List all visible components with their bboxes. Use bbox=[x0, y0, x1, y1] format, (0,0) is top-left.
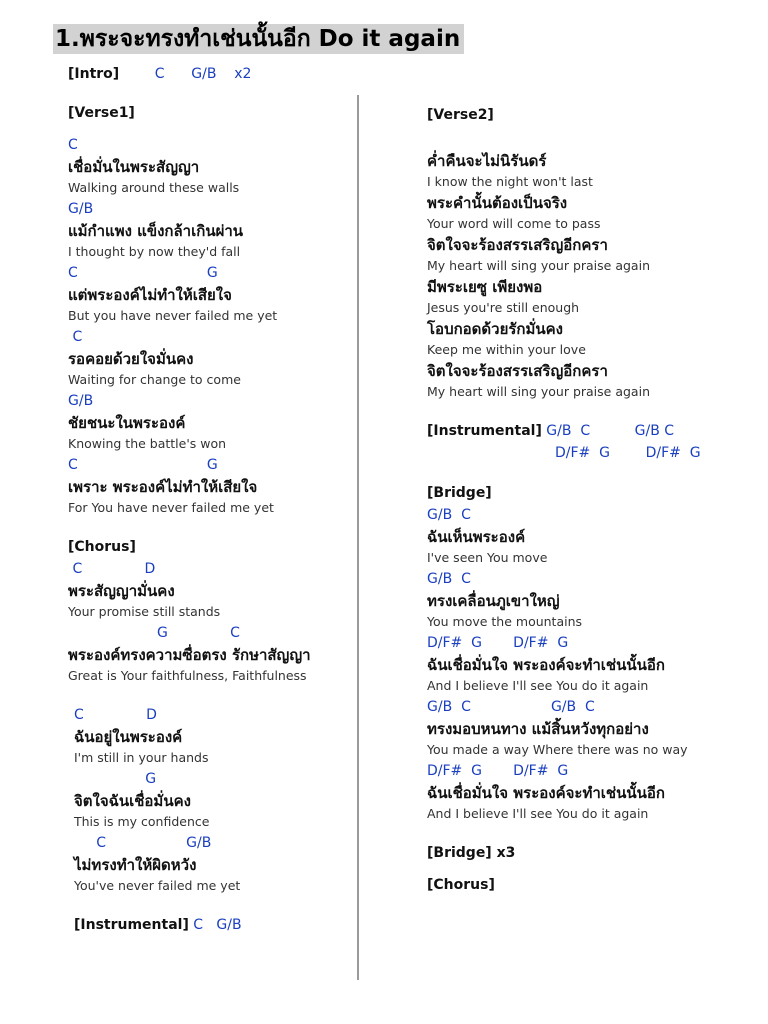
thai-lyric: ฉันอยู่ในพระองค์ bbox=[74, 728, 183, 746]
verse1-line bbox=[68, 134, 350, 198]
chord-line: C bbox=[68, 137, 78, 153]
instrumental-line bbox=[427, 420, 757, 442]
bridge-line bbox=[427, 568, 757, 632]
english-lyric: My heart will sing your praise again bbox=[427, 384, 650, 399]
thai-lyric: จิตใจฉันเชื่อมั่นคง bbox=[74, 792, 191, 810]
chord-line: G/B bbox=[68, 393, 94, 409]
thai-lyric: แต่พระองค์ไม่ทำให้เสียใจ bbox=[68, 286, 232, 304]
instrumental-chords-row2: D/F# G D/F# G bbox=[555, 445, 701, 461]
section-label-instrumental: [Instrumental] bbox=[74, 917, 189, 933]
chord-line: D/F# G D/F# G bbox=[427, 763, 569, 779]
instrumental-line bbox=[74, 914, 350, 936]
instrumental-chords-row1: G/B C G/B C bbox=[541, 423, 675, 439]
thai-lyric: ทรงมอบหนทาง แม้สิ้นหวังทุกอย่าง bbox=[427, 720, 649, 738]
verse1-line bbox=[68, 390, 350, 454]
thai-lyric: จิตใจจะร้องสรรเสริญอีกครา bbox=[427, 236, 608, 254]
chorus-repeat: [Chorus] bbox=[427, 877, 495, 893]
thai-lyric: เพราะ พระองค์ไม่ทำให้เสียใจ bbox=[68, 478, 258, 496]
thai-lyric: ทรงเคลื่อนภูเขาใหญ่ bbox=[427, 592, 560, 610]
english-lyric: For You have never failed me yet bbox=[68, 500, 274, 515]
bridge-line bbox=[427, 504, 757, 568]
english-lyric: This is my confidence bbox=[74, 814, 210, 829]
intro-chords: C G/B x2 bbox=[154, 66, 252, 82]
thai-lyric: จิตใจจะร้องสรรเสริญอีกครา bbox=[427, 362, 608, 380]
section-label-chorus: [Chorus] bbox=[68, 539, 136, 555]
chorus-line bbox=[74, 832, 350, 896]
thai-lyric: เชื่อมั่นในพระสัญญา bbox=[68, 158, 200, 176]
thai-lyric: ค่ำคืนจะไม่นิรันดร์ bbox=[427, 152, 547, 170]
chord-line: C bbox=[68, 329, 83, 345]
chord-line: G/B C bbox=[427, 571, 471, 587]
english-lyric: Jesus you're still enough bbox=[427, 300, 580, 315]
chord-line: G bbox=[74, 771, 157, 787]
thai-lyric: โอบกอดด้วยรักมั่นคง bbox=[427, 320, 564, 338]
song-title: 1.พระจะทรงทำเช่นนั้นอีก Do it again bbox=[53, 24, 464, 54]
thai-lyric: พระคำนั้นต้องเป็นจริง bbox=[427, 194, 568, 212]
section-label-bridge: [Bridge] bbox=[427, 485, 492, 501]
section-label-verse2: [Verse2] bbox=[427, 107, 494, 123]
verse2-line bbox=[427, 150, 757, 192]
english-lyric: I know the night won't last bbox=[427, 174, 593, 189]
chord-line: G/B C bbox=[427, 507, 471, 523]
english-lyric: Waiting for change to come bbox=[68, 372, 241, 387]
english-lyric: You've never failed me yet bbox=[74, 878, 241, 893]
chorus-line bbox=[74, 768, 350, 832]
chord-line: G/B C G/B C bbox=[427, 699, 595, 715]
column-divider bbox=[357, 95, 359, 980]
thai-lyric: ชัยชนะในพระองค์ bbox=[68, 414, 186, 432]
chorus-line bbox=[68, 558, 350, 622]
thai-lyric: พระสัญญามั่นคง bbox=[68, 582, 175, 600]
intro-label: [Intro] bbox=[68, 66, 120, 82]
instrumental-chords: C G/B bbox=[188, 917, 242, 933]
chord-line: C G bbox=[68, 457, 218, 473]
section-label-instrumental: [Instrumental] bbox=[427, 423, 542, 439]
verse2-line bbox=[427, 192, 757, 234]
thai-lyric: ฉันเชื่อมั่นใจ พระองค์จะทำเช่นนั้นอีก bbox=[427, 656, 665, 674]
english-lyric: Knowing the battle's won bbox=[68, 436, 227, 451]
english-lyric: I'm still in your hands bbox=[74, 750, 209, 765]
thai-lyric: ฉันเชื่อมั่นใจ พระองค์จะทำเช่นนั้นอีก bbox=[427, 784, 665, 802]
chord-line: C D bbox=[74, 707, 157, 723]
english-lyric: And I believe I'll see You do it again bbox=[427, 806, 649, 821]
right-column bbox=[427, 104, 757, 896]
thai-lyric: แม้กำแพง แข็งกล้าเกินผ่าน bbox=[68, 222, 244, 240]
chorus-line bbox=[68, 622, 350, 686]
intro-line bbox=[68, 64, 251, 84]
thai-lyric: ฉันเห็นพระองค์ bbox=[427, 528, 526, 546]
thai-lyric: พระองค์ทรงความซื่อตรง รักษาสัญญา bbox=[68, 646, 311, 664]
english-lyric: And I believe I'll see You do it again bbox=[427, 678, 649, 693]
english-lyric: But you have never failed me yet bbox=[68, 308, 278, 323]
verse1-line bbox=[68, 262, 350, 326]
english-lyric: You made a way Where there was no way bbox=[427, 742, 688, 757]
verse2-line bbox=[427, 234, 757, 276]
chord-line: C G bbox=[68, 265, 218, 281]
verse2-line bbox=[427, 276, 757, 318]
bridge-line bbox=[427, 632, 757, 696]
english-lyric: Walking around these walls bbox=[68, 180, 240, 195]
thai-lyric: รอคอยด้วยใจมั่นคง bbox=[68, 350, 194, 368]
english-lyric: I've seen You move bbox=[427, 550, 548, 565]
left-column bbox=[68, 102, 350, 936]
verse1-line bbox=[68, 454, 350, 518]
bridge-line bbox=[427, 696, 757, 760]
english-lyric: My heart will sing your praise again bbox=[427, 258, 650, 273]
chord-line: C D bbox=[68, 561, 156, 577]
verse1-line bbox=[68, 326, 350, 390]
english-lyric: Great is Your faithfulness, Faithfulness bbox=[68, 668, 307, 683]
thai-lyric: มีพระเยซู เพียงพอ bbox=[427, 278, 543, 296]
english-lyric: I thought by now they'd fall bbox=[68, 244, 241, 259]
english-lyric: Your word will come to pass bbox=[427, 216, 601, 231]
chord-line: G/B bbox=[68, 201, 94, 217]
verse2-line bbox=[427, 318, 757, 360]
chorus-line bbox=[74, 704, 350, 768]
bridge-repeat: [Bridge] x3 bbox=[427, 845, 516, 861]
verse2-line bbox=[427, 360, 757, 402]
english-lyric: Your promise still stands bbox=[68, 604, 221, 619]
chord-line: G C bbox=[68, 625, 240, 641]
chord-line: D/F# G D/F# G bbox=[427, 635, 569, 651]
bridge-line bbox=[427, 760, 757, 824]
thai-lyric: ไม่ทรงทำให้ผิดหวัง bbox=[74, 856, 197, 874]
english-lyric: Keep me within your love bbox=[427, 342, 586, 357]
chord-line: C G/B bbox=[74, 835, 212, 851]
section-label-verse1: [Verse1] bbox=[68, 105, 135, 121]
verse1-line bbox=[68, 198, 350, 262]
english-lyric: You move the mountains bbox=[427, 614, 583, 629]
